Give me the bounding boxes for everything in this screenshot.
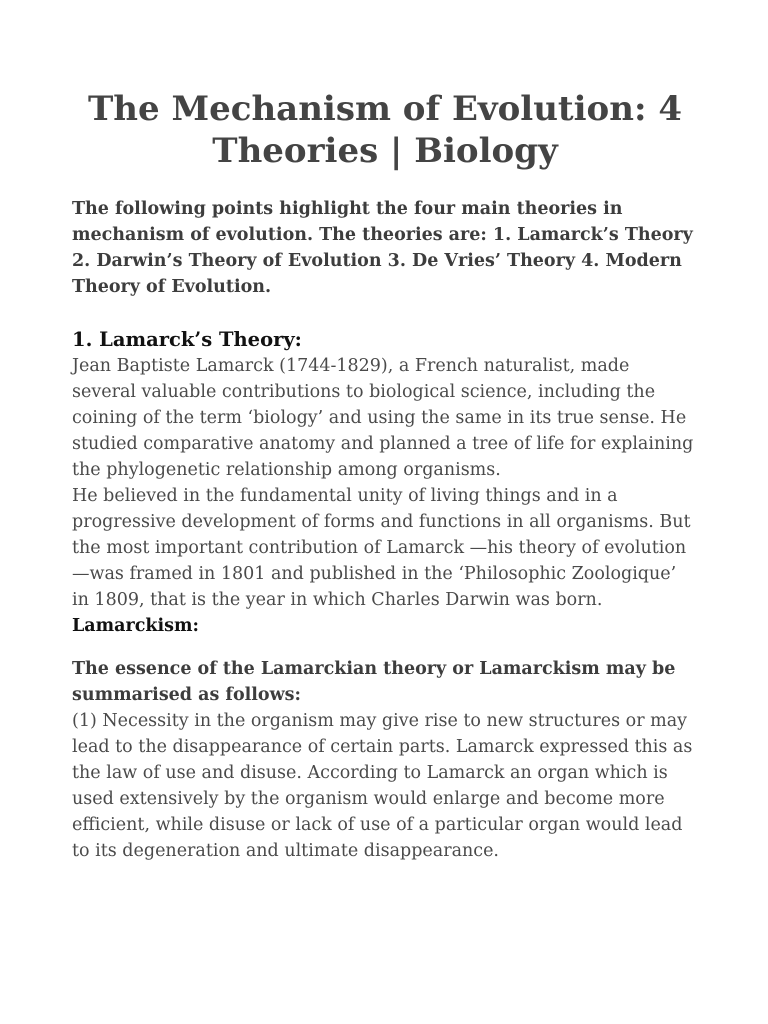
- page-title: The Mechanism of Evolution: 4 Theories | Biology: [88, 89, 682, 171]
- subheading-lamarckism: Lamarckism:: [72, 616, 199, 636]
- body-paragraph: He believed in the fundamental unity of living things and in a progressive development of forms and functions in all organisms. But the most important contribution of Lamarck —his theory of evolution—was framed in 1801 and published in the ‘Philosophic Zoologique’ in 1809, that is the year in which Charles Darwin was born.: [72, 486, 691, 610]
- body-paragraph: Jean Baptiste Lamarck (1744-1829), a French naturalist, made several valuable contributions to biological science, including the coining of the term ‘biology’ and using the same in its true sense. He studied comparative anatomy and planned a tree of life for explaining the phylogenetic relationship among organisms.: [72, 356, 694, 480]
- intro-paragraph: The following points highlight the four main theories in mechanism of evolution. The theories are: 1. Lamarck’s Theory 2. Darwin’s Theory of Evolution 3. De Vries’ Theory 4. Modern Theory of Evolution.: [72, 199, 693, 297]
- section-heading-lamarck: 1. Lamarck’s Theory:: [72, 328, 302, 351]
- lead-paragraph: The essence of the Lamarckian theory or Lamarckism may be summarised as follows:: [72, 659, 676, 705]
- list-point: (1) Necessity in the organism may give rise to new structures or may lead to the disappearance of certain parts. Lamarck expressed this as the law of use and disuse. According to Lamarck an organ which is used extensively by the organism would enlarge and become more efficient, while disuse or lack of use of a particular organ would lead to its degeneration and ultimate disappearance.: [72, 711, 693, 861]
